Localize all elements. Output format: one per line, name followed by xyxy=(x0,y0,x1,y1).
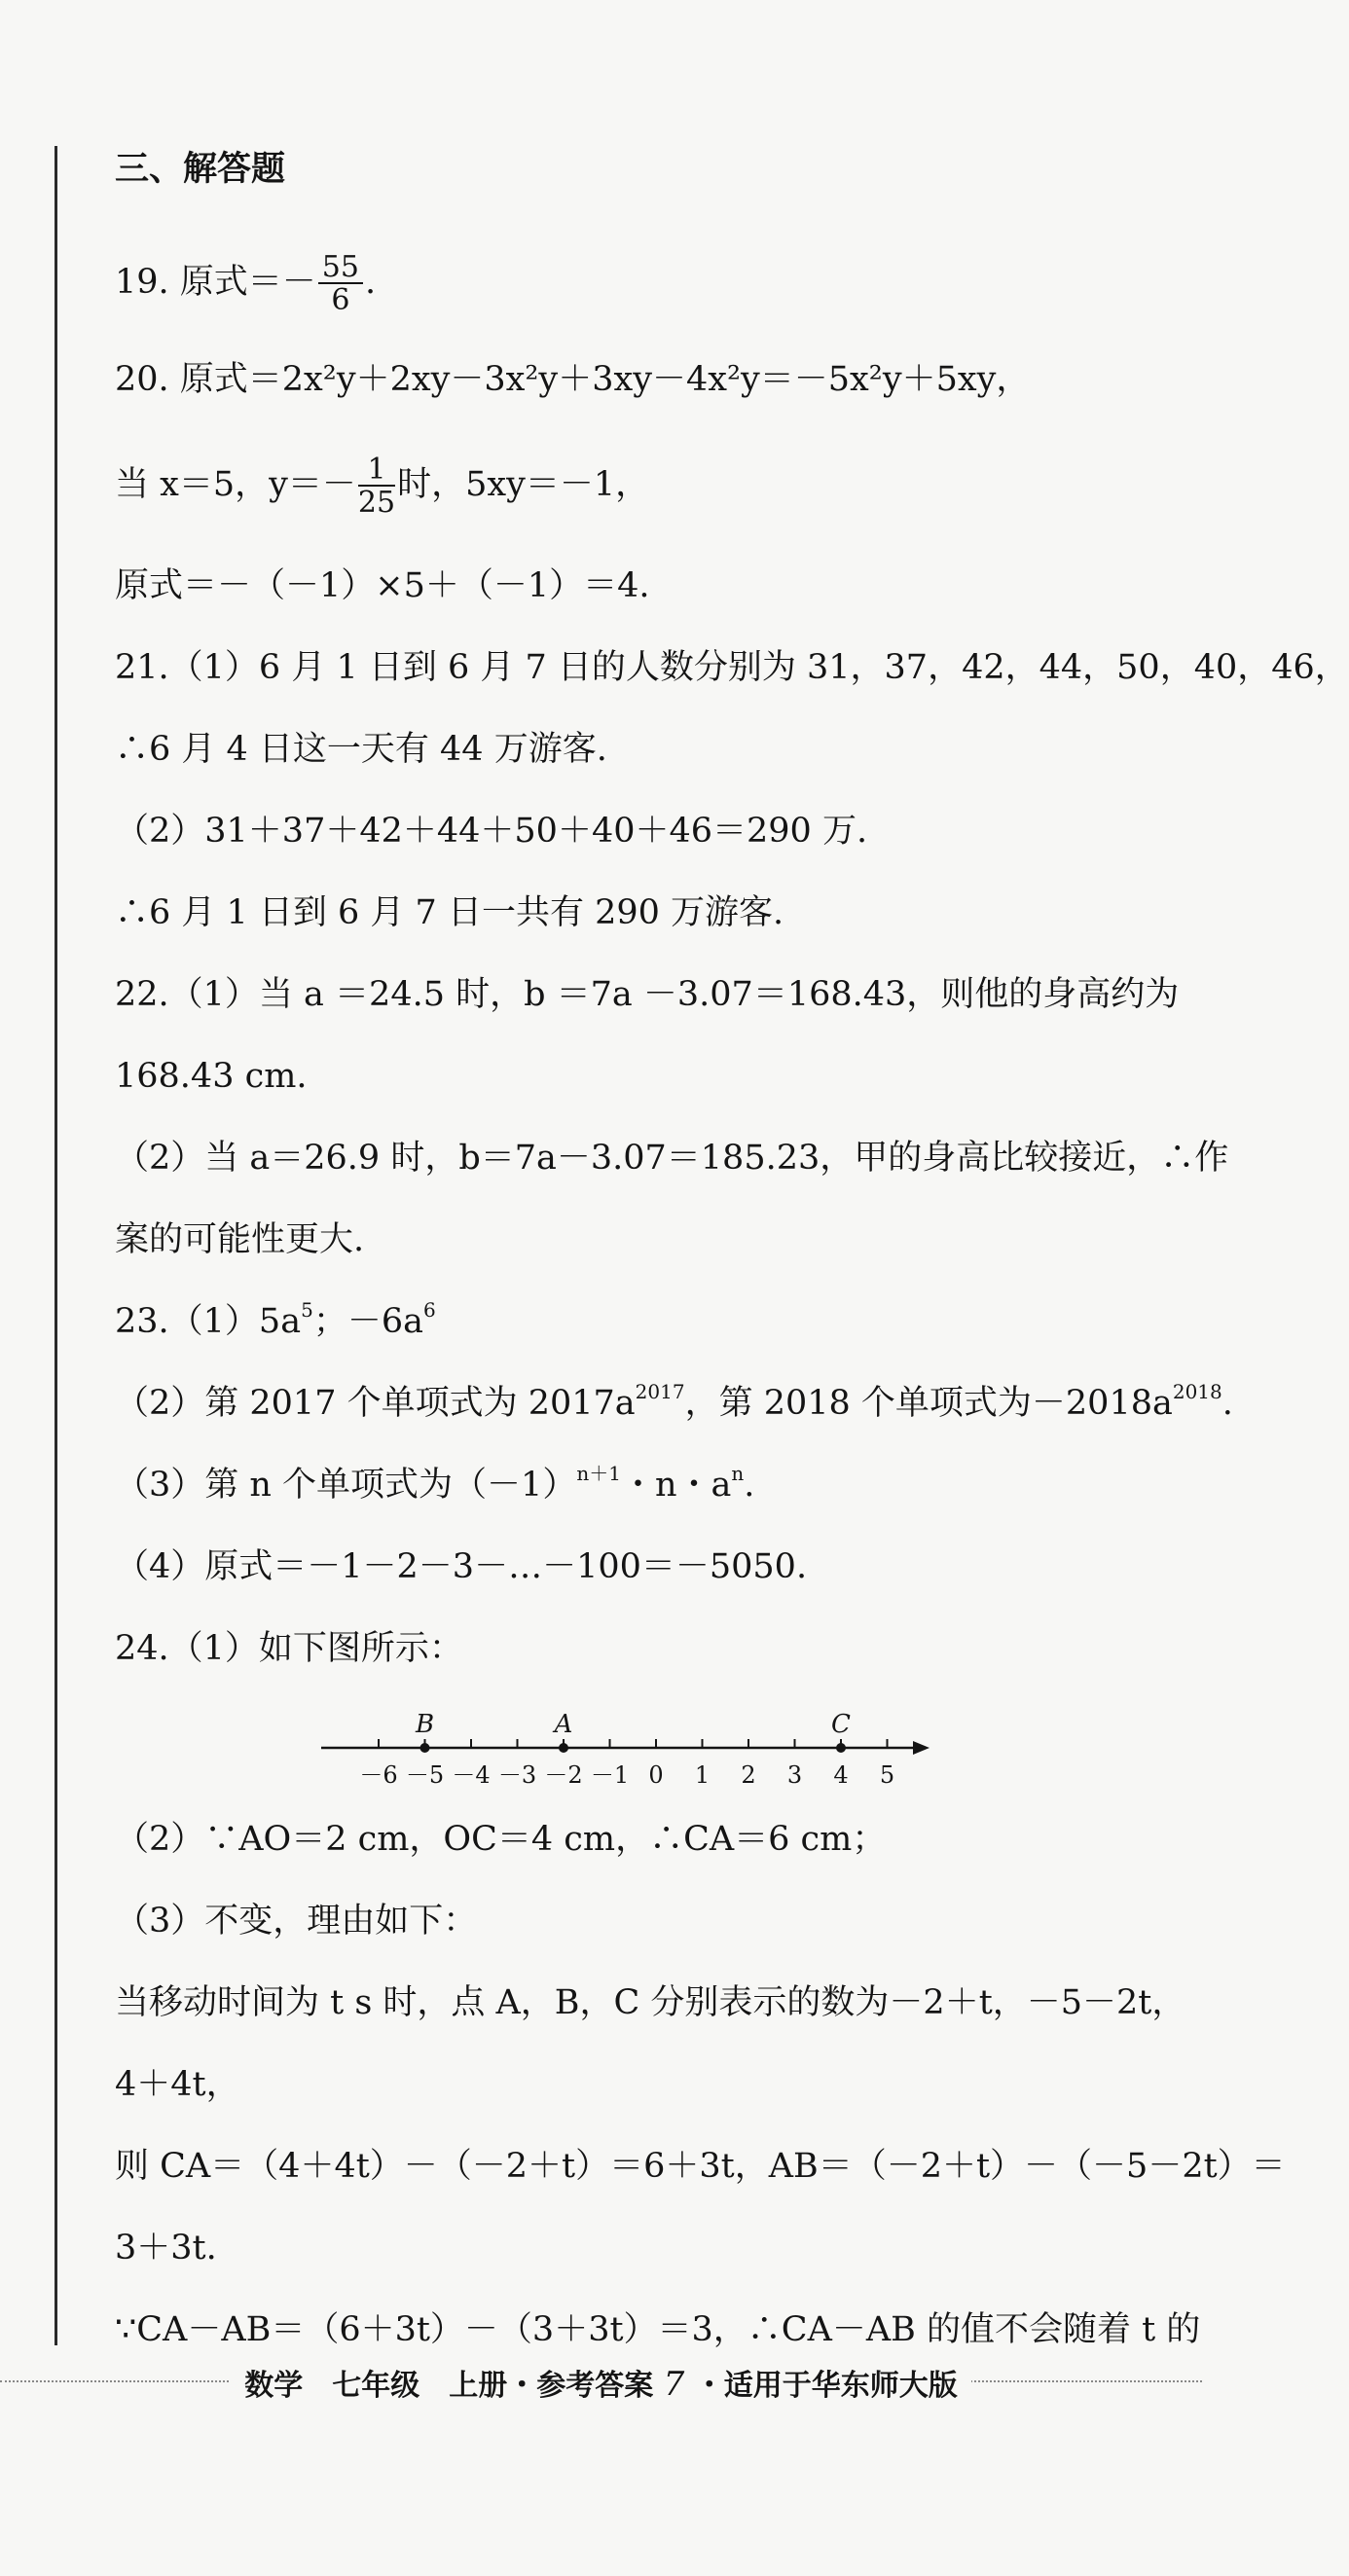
q24-line-7: 3＋3t. xyxy=(115,2229,217,2268)
q23-l1-exp2: 6 xyxy=(422,1298,436,1322)
section-heading: 三、解答题 xyxy=(115,149,286,189)
q20-denominator: 25 xyxy=(357,485,396,520)
q19-numerator: 55 xyxy=(318,253,363,284)
q22-line-3: （2）当 a＝26.9 时，b＝7a－3.07＝185.23，甲的身高比较接近，∴作 xyxy=(115,1139,1229,1178)
q24-line-5: 4＋4t， xyxy=(115,2065,240,2104)
number-line-tick-label: －4 xyxy=(452,1761,491,1789)
q22-line-4: 案的可能性更大. xyxy=(115,1220,365,1259)
number-line-tick-label: －5 xyxy=(405,1761,445,1789)
q23-l3-a: （3）第 n 个单项式为（－1） xyxy=(115,1466,577,1505)
q24-line-4: 当移动时间为 t s 时，点 A，B，C 分别表示的数为－2＋t，－5－2t， xyxy=(115,1983,1186,2022)
number-line-point xyxy=(836,1743,846,1753)
q21-line-2: ∴6 月 4 日这一天有 44 万游客. xyxy=(115,730,607,769)
q19-prefix: 19. 原式＝－ xyxy=(115,263,316,302)
page-number: 7 xyxy=(663,2365,685,2404)
q23-line-4: （4）原式＝－1－2－3－…－100＝－5050. xyxy=(115,1547,808,1586)
number-line-arrow xyxy=(913,1741,930,1755)
number-line-point-label: B xyxy=(415,1710,435,1739)
q24-line-8: ∵CA－AB＝（6＋3t）－（3＋3t）＝3，∴CA－AB 的值不会随着 t 的 xyxy=(115,2310,1201,2349)
number-line-tick-label: 1 xyxy=(694,1761,711,1789)
footer-text: 数学 七年级 上册・参考答案 xyxy=(244,2369,654,2403)
number-line-point xyxy=(420,1743,430,1753)
q19-suffix: . xyxy=(364,263,377,302)
q21-line-3: （2）31＋37＋42＋44＋50＋40＋46＝290 万. xyxy=(115,812,868,851)
q23-line-2 xyxy=(115,1380,1233,1425)
q23-l1-b: ；－6a xyxy=(312,1302,423,1341)
q23-l1-exp1: 5 xyxy=(301,1298,313,1322)
number-line-point xyxy=(559,1743,568,1753)
q23-line-1 xyxy=(115,1300,1147,1343)
q24-line-1: 24.（1）如下图所示： xyxy=(115,1629,463,1668)
q20-line-2 xyxy=(115,446,1147,524)
number-line-point-label: C xyxy=(831,1710,851,1739)
q23-l1-a: 23.（1）5a xyxy=(115,1302,302,1341)
q20-l2-prefix: 当 x＝5，y＝－ xyxy=(115,465,356,504)
q24-line-3: （3）不变，理由如下： xyxy=(115,1902,478,1941)
q20-line-3: 原式＝－（－1）×5＋（－1）＝4. xyxy=(115,566,650,605)
q23-l2-c: . xyxy=(1221,1384,1233,1423)
number-line-tick-label: 5 xyxy=(879,1761,895,1789)
footer-suffix: ・适用于华东师大版 xyxy=(694,2369,958,2403)
q23-l3-c: . xyxy=(744,1466,755,1505)
number-line-tick-label: 2 xyxy=(741,1761,756,1789)
q23-l3-exp2: n xyxy=(731,1462,745,1485)
q20-numerator: 1 xyxy=(358,455,395,487)
q24-line-6: 则 CA＝（4＋4t）－（－2＋t）＝6＋3t，AB＝（－2＋t）－（－5－2t）＝ xyxy=(115,2147,1286,2186)
q20-line-1: 20. 原式＝2x²y＋2xy－3x²y＋3xy－4x²y＝－5x²y＋5xy， xyxy=(115,360,1031,399)
number-line-tick-label: －6 xyxy=(359,1761,398,1789)
q23-l3-b: ・n・a xyxy=(620,1466,732,1505)
number-line-tick-label: －2 xyxy=(544,1761,583,1789)
page-footer xyxy=(0,2361,1202,2404)
q19-fraction xyxy=(318,249,363,317)
q19-line xyxy=(115,243,1147,321)
q20-fraction xyxy=(357,452,396,520)
q23-l2-exp1: 2017 xyxy=(635,1380,685,1403)
q23-line-3 xyxy=(115,1464,1147,1506)
number-line-tick-label: －1 xyxy=(590,1761,630,1789)
q23-l2-a: （2）第 2017 个单项式为 2017a xyxy=(115,1384,636,1423)
q23-l2-exp2: 2018 xyxy=(1172,1380,1222,1403)
number-line-tick-label: 4 xyxy=(833,1761,849,1789)
number-line-point-label: A xyxy=(554,1710,573,1739)
q19-denominator: 6 xyxy=(331,282,350,317)
number-line-tick-label: 3 xyxy=(786,1761,803,1789)
q23-l3-exp1: n＋1 xyxy=(576,1462,621,1485)
q21-line-1: 21.（1）6 月 1 日到 6 月 7 日的人数分别为 31，37，42，44，50，40，46， xyxy=(115,648,1349,687)
q23-l2-b: ，第 2018 个单项式为－2018a xyxy=(684,1384,1173,1423)
q22-line-2: 168.43 cm. xyxy=(115,1057,308,1096)
q20-l2-suffix: 时，5xy＝－1， xyxy=(397,465,650,504)
q24-line-2: （2）∵AO＝2 cm，OC＝4 cm，∴CA＝6 cm； xyxy=(115,1820,887,1859)
q22-line-1: 22.（1）当 a ＝24.5 时，b ＝7a －3.07＝168.43，则他的身高约为 xyxy=(115,975,1180,1014)
margin-rule xyxy=(55,146,57,2345)
number-line-tick-label: －3 xyxy=(497,1761,537,1789)
number-line-tick-label: 0 xyxy=(648,1761,664,1789)
q21-line-4: ∴6 月 1 日到 6 月 7 日一共有 290 万游客. xyxy=(115,893,784,932)
